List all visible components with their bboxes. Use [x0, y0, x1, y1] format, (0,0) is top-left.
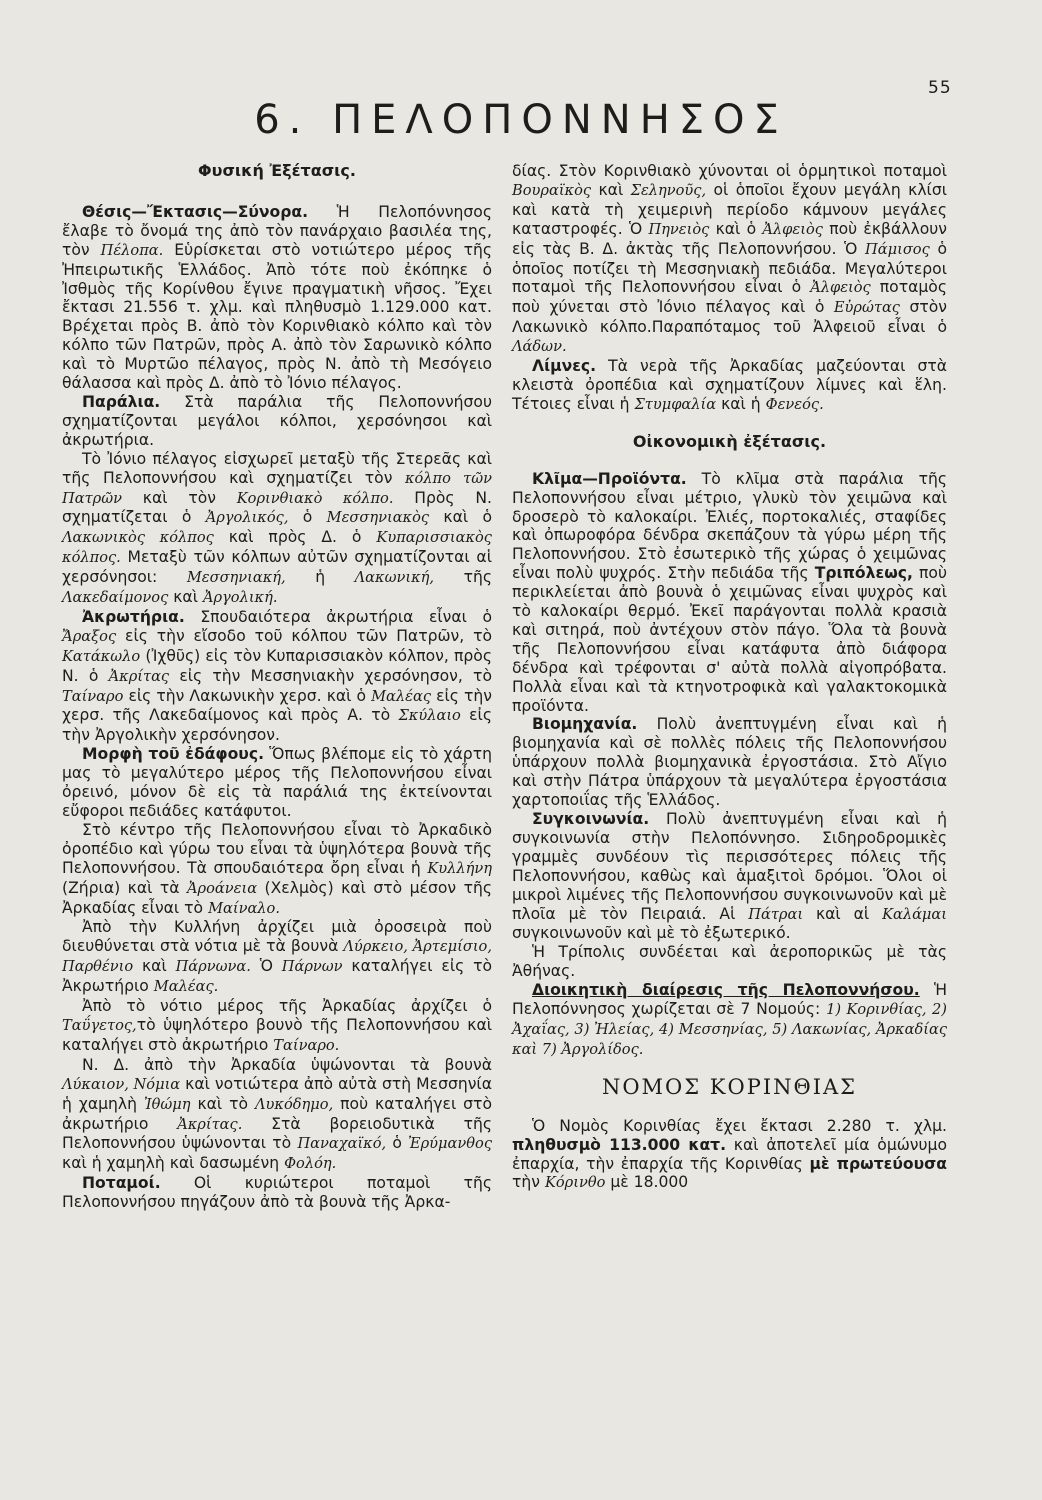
industry-paragraph: Βιομηχανία. Πολὺ ἀνεπτυγμένη εἶναι καὶ ἡ βιομηχανία καὶ σὲ πολλὲς πόλεις τῆς Πελοποννήσου ὑπάρχουν πολλὰ βιομηχανικὰ ἐργοστάσια. Στὸ Αἴγιο καὶ στὴν Πάτρα ὑπάρχουν τὰ μεγαλύτερα ἐργοστάσια χαρτοποιΐας τῆς Ἑλλάδος. — [512, 715, 947, 810]
position-area-borders-paragraph: Θέσις—Ἔκτασις—Σύνορα. Ἡ Πελοπόννησος ἔλαβε τὸ ὄνομά της ἀπὸ τὸν πανάρχαιο βασιλέα της, τὸν Πέλοπα. Εὑρίσκεται στὸ νοτιώτερο μέρος τῆς Ἠπειρωτικῆς Ἑλλάδος. Ἀπὸ τότε ποὺ ἐκόπηκε ὁ Ἰσθμὸς τῆς Κορίνθου ἔγινε πραγματικὴ νῆσος. Ἔχει ἔκτασι 21.556 τ. χλμ. καὶ πληθυσμὸ 1.129.000 κατ. Βρέχεται πρὸς Β. ἀπὸ τὸν Κορινθιακὸ κόλπο καὶ τὸν κόλπο τῶν Πατρῶν, πρὸς Α. ἀπὸ τὸν Σαρωνικὸ κόλπο καὶ τὸ Μυρτῶο πέλαγος, πρὸς Ν. ἀπὸ τὴ Μεσόγειο θάλασσα καὶ πρὸς Δ. ἀπὸ τὸ Ἰόνιο πέλαγος. — [62, 202, 492, 393]
gulfs-paragraph: Τὸ Ἰόνιο πέλαγος εἰσχωρεῖ μεταξὺ τῆς Στερεᾶς καὶ τῆς Πελοποννήσου καὶ σχηματίζει τὸν κόλπο τῶν Πατρῶν καὶ τὸν Κορινθιακὸ κόλπο. Πρὸς Ν. σχηματίζεται ὁ Ἀργολικός, ὁ Μεσσηνιακὸς καὶ ὁ Λακωνικὸς κόλπος καὶ πρὸς Δ. ὁ Κυπαρισσιακὸς κόλπος. Μεταξὺ τῶν κόλπων αὐτῶν σχηματίζονται αἱ χερσόνησοι: Μεσσηνιακή, ἡ Λακωνική, τῆς Λακεδαίμονος καὶ Ἀργολική. — [62, 449, 493, 607]
chapter-title: 6. ΠΕΛΟΠΟΝΝΗΣΟΣ — [254, 97, 788, 143]
taygetos-paragraph: Ἀπὸ τὸ νότιο μέρος τῆς Ἀρκαδίας ἀρχίζει ὁ Ταΰγετος,τὸ ὑψηλότερο βουνὸ τῆς Πελοποννήσου καὶ καταλήγει στὸ ἀκρωτήριο Ταίναρο. — [62, 997, 492, 1054]
physical-examination-heading: Φυσική Ἐξέτασις. — [198, 161, 356, 180]
nomos-korinthias-heading: ΝΟΜΟΣ ΚΟΡΙΝΘΙΑΣ — [601, 1074, 858, 1099]
capes-paragraph: Ἀκρωτήρια. Σπουδαιότερα ἀκρωτήρια εἶναι ὁ Ἄραξος εἰς τὴν εἴσοδο τοῦ κόλπου τῶν Πατρῶν, τὸ Κατάκωλο (Ἰχθῦς) εἰς τὸν Κυπαρισσιακὸν κόλπον, πρὸς Ν. ὁ Ἀκρίτας εἰς τὴν Μεσσηνιακὴν χερσόνησον, τὸ Ταίναρο εἰς τὴν Λακωνικὴν χερσ. καὶ ὁ Μαλέας εἰς τὴν χερσ. τῆς Λακεδαίμονος καὶ πρὸς Α. τὸ Σκύλαιο εἰς τὴν Ἀργολικὴν χερσόνησον. — [62, 607, 492, 745]
rivers-continued-paragraph: δίας. Στὸν Κορινθιακὸ χύνονται οἱ ὁρμητικοὶ ποταμοὶ Βουραϊκὸς καὶ Σεληνοῦς, οἱ ὁποῖοι ἔχουν μεγάλη κλίσι καὶ κατὰ τὴ χειμερινὴ περίοδο κάμνουν μεγάλες καταστροφές. Ὁ Πηνειὸς καὶ ὁ Ἀλφειὸς ποὺ ἐκβάλλουν εἰς τὰς Β. Δ. ἀκτὰς τῆς Πελοποννήσου. Ὁ Πάμισος ὁ ὁποῖος ποτίζει τὴ Μεσσηνιακὴ πεδιάδα. Μεγαλύτεροι ποταμοὶ τῆς Πελοποννήσου εἶναι ὁ Ἀλφειὸς ποταμὸς ποὺ χύνεται στὸ Ἰόνιο πέλαγος καὶ ὁ Εὐρώτας στὸν Λακωνικὸ κόλπο.Παραπόταμος τοῦ Ἀλφειοῦ εἶναι ὁ Λάδων. — [512, 162, 948, 356]
economic-examination-heading: Οἰκονομικὴ ἐξέτασις. — [632, 431, 827, 451]
right-column — [512, 162, 947, 1193]
page-number: 55 — [928, 78, 952, 98]
lakes-paragraph: Λίμνες. Τὰ νερὰ τῆς Ἀρκαδίας μαζεύονται στὰ κλειστὰ ὀροπέδια καὶ σχηματίζουν λίμνες καὶ ἕλη. Τέτοιες εἶναι ἡ Στυμφαλία καὶ ἡ Φενεός. — [512, 357, 947, 413]
coasts-paragraph: Παράλια. Στὰ παράλια τῆς Πελοποννήσου σχηματίζονται μεγάλοι κόλποι, χερσόνησοι καὶ ἀκρωτήρια. — [62, 392, 492, 449]
mountains-paragraph: Στὸ κέντρο τῆς Πελοποννήσου εἶναι τὸ Ἀρκαδικὸ ὀροπέδιο καὶ γύρω του εἶναι τὰ ὑψηλότερα βουνὰ τῆς Πελοποννήσου. Τὰ σπουδαιότερα ὄρη εἶναι ἡ Κυλλήνη (Ζήρια) καὶ τὰ Ἀροάνεια (Χελμὸς) καὶ στὸ μέσον τῆς Ἀρκαδίας εἶναι τὸ Μαίναλο. — [62, 820, 492, 917]
kyllini-range-paragraph: Ἀπὸ τὴν Κυλλήνη ἀρχίζει μιὰ ὀροσειρὰ ποὺ διευθύνεται στὰ νότια μὲ τὰ βουνὰ Λύρκειο, Ἀρτεμίσιο, Παρθένιο καὶ Πάρνωνα. Ὁ Πάρνων καταλήγει εἰς τὸ Ἀκρωτήριο Μαλέας. — [62, 918, 492, 996]
rivers-paragraph: Ποταμοί. Οἱ κυριώτεροι ποταμοὶ τῆς Πελοποννήσου πηγάζουν ἀπὸ τὰ βουνὰ τῆς Ἀρκα- — [62, 1174, 492, 1212]
administrative-division-paragraph: Διοικητικὴ διαίρεσις τῆς Πελοποννήσου. Ἡ Πελοπόννησος χωρίζεται σὲ 7 Νομούς: 1) Κορινθίας, 2) Ἀχαΐας, 3) Ἠλείας, 4) Μεσσηνίας, 5) Λακωνίας, Ἀρκαδίας καὶ 7) Ἀργολίδος. — [512, 981, 947, 1058]
korinthia-paragraph: Ὁ Νομὸς Κορινθίας ἔχει ἔκτασι 2.280 τ. χλμ. πληθυσμὸ 113.000 κατ. καὶ ἀποτελεῖ μία ὁμώνυμο ἐπαρχία, τὴν ἐπαρχία τῆς Κορινθίας μὲ πρωτεύουσα τὴν Κόρινθο μὲ 18.000 — [512, 1116, 947, 1192]
southwest-mountains-paragraph: Ν. Δ. ἀπὸ τὴν Ἀρκαδία ὑψώνονται τὰ βουνὰ Λύκαιον, Νόμια καὶ νοτιώτερα ἀπὸ αὐτὰ στὴ Μεσσηνία ἡ χαμηλὴ Ἰθώμη καὶ τὸ Λυκόδημο, ποὺ καταλήγει στὸ ἀκρωτήριο Ἀκρίτας. Στὰ βορειοδυτικὰ τῆς Πελοποννήσου ὑψώνονται τὸ Παναχαϊκό, ὁ Ἐρύμανθος καὶ ἡ χαμηλὴ καὶ δασωμένη Φολόη. — [62, 1055, 492, 1173]
terrain-paragraph: Μορφὴ τοῦ ἐδάφους. Ὅπως βλέπομε εἰς τὸ χάρτη μας τὸ μεγαλύτερο μέρος τῆς Πελοποννήσου εἶναι ὀρεινό, μόνον δὲ εἰς τὰ παράλιά της ἐκτείνονται εὔφοροι πεδιάδες κατάφυτοι. — [62, 745, 492, 820]
air-transport-paragraph: Ἡ Τρίπολις συνδέεται καὶ ἀεροπορικῶς μὲ τὰς Ἀθήνας. — [512, 943, 947, 981]
climate-products-paragraph: Κλῖμα—Προϊόντα. Τὸ κλῖμα στὰ παράλια τῆς Πελοποννήσου εἶναι μέτριο, γλυκὺ τὸν χειμῶνα καὶ δροσερὸ τὸ καλοκαίρι. Ἐλιές, πορτοκαλιές, σταφίδες καὶ ὀπωροφόρα δένδρα σκεπάζουν τὰ γύρω μέρη τῆς Πελοποννήσου. Στὸ ἐσωτερικὸ τῆς χώρας ὁ χειμῶνας εἶναι πολὺ ψυχρός. Στὴν πεδιάδα τῆς Τριπόλεως, ποὺ περικλείεται ἀπὸ βουνὰ ὁ χειμῶνας εἶναι ψυχρὸς καὶ τὸ καλοκαίρι θερμό. Ἐκεῖ παράγονται πολλὰ κρασιὰ καὶ σιτηρά, ποὺ ἀντέχουν στὸν πάγο. Ὅλα τὰ βουνὰ τῆς Πελοποννήσου εἶναι κατάφυτα ἀπὸ διάφορα δένδρα καὶ τρέφονται σ' αὐτὰ πολλὰ αἰγοπρόβατα. Πολλὰ εἶναι καὶ τὰ κτηνοτροφικὰ καὶ γαλακτοκομικὰ προϊόντα. — [512, 469, 947, 715]
transport-paragraph: Συγκοινωνία. Πολὺ ἀνεπτυγμένη εἶναι καὶ ἡ συγκοινωνία στὴν Πελοπόννησο. Σιδηροδρομικὲς γραμμὲς συνδέουν τὶς περισσότερες πόλεις τῆς Πελοποννήσου, καθὼς καὶ ἁμαξιτοὶ δρόμοι. Ὅλοι οἱ μικροὶ λιμένες τῆς Πελοποννήσου συγκοινωνοῦν καὶ μὲ πλοῖα μὲ τὸν Πειραιά. Αἱ Πάτραι καὶ αἱ Καλάμαι συγκοινωνοῦν καὶ μὲ τὸ ἐξωτερικό. — [512, 810, 947, 943]
left-column — [62, 162, 492, 1212]
